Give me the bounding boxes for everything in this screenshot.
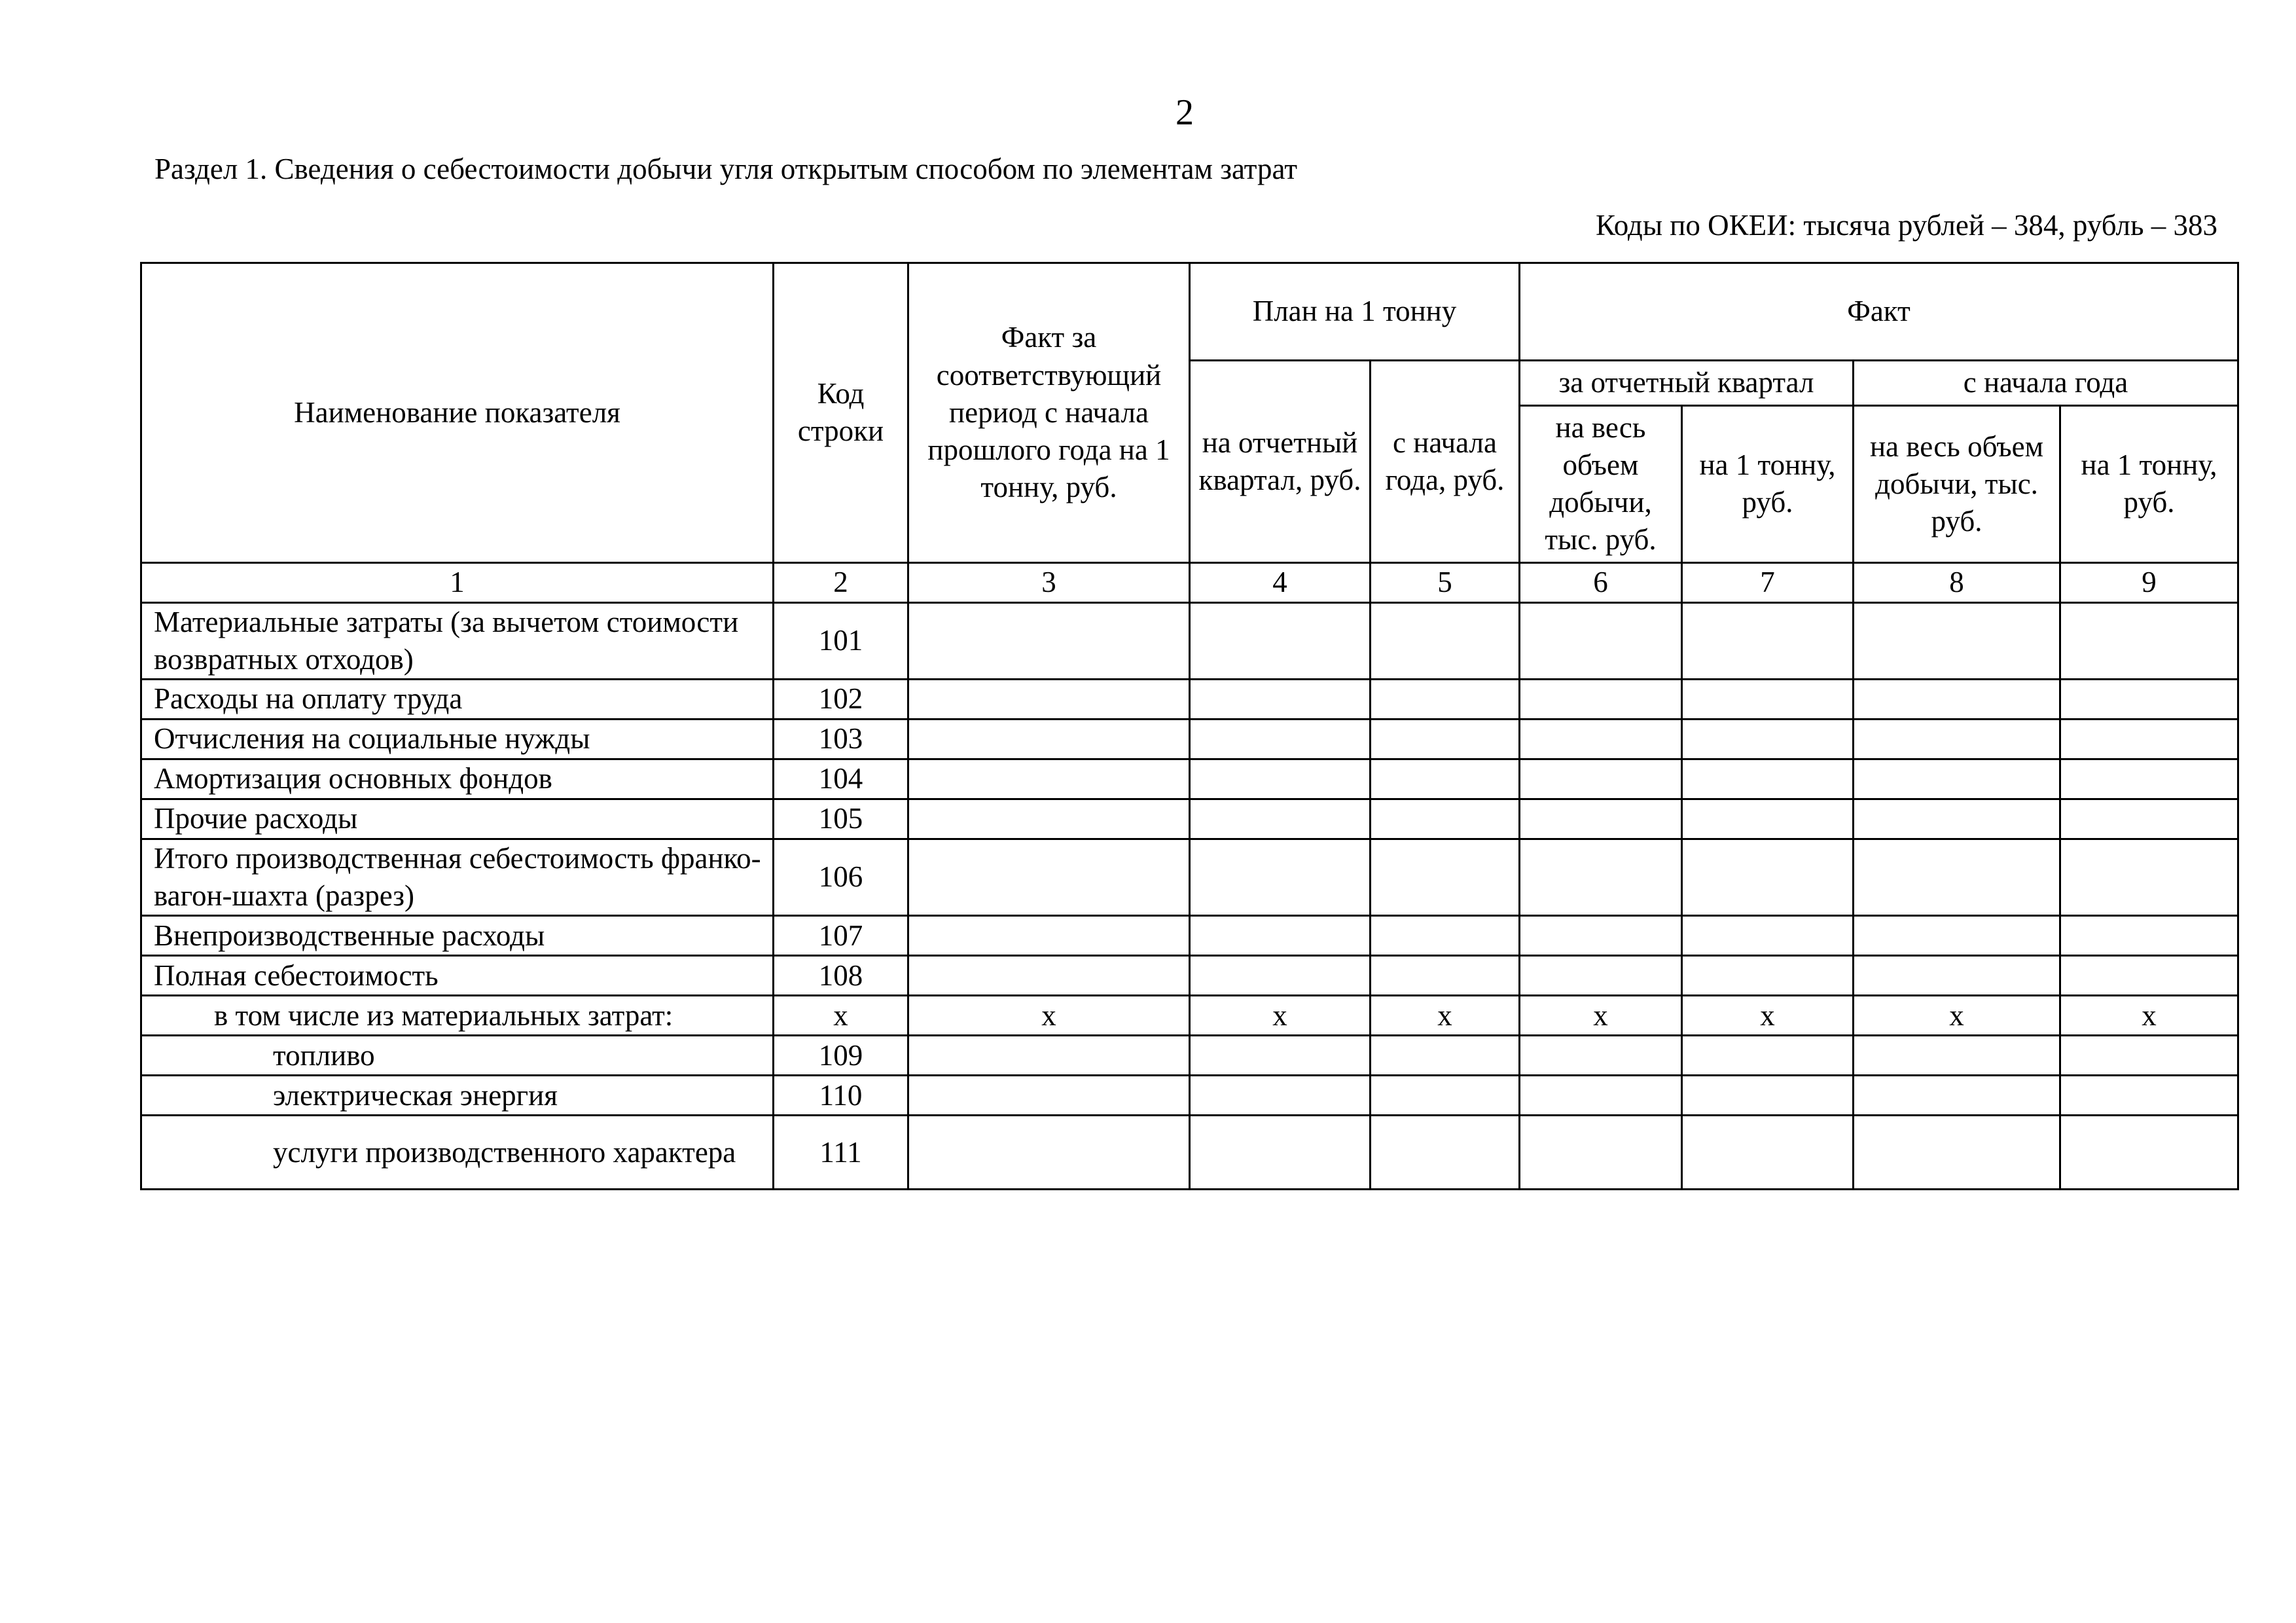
row-name: услуги производственного характера: [141, 1116, 774, 1190]
table-row: [141, 956, 2238, 996]
value-cell[interactable]: [908, 602, 1190, 679]
row-code: 111: [774, 1116, 908, 1190]
value-cell[interactable]: [908, 719, 1190, 759]
header-code: Код строки: [774, 263, 908, 563]
value-cell[interactable]: [1854, 719, 2060, 759]
value-cell[interactable]: [1190, 1036, 1371, 1076]
value-cell[interactable]: [1520, 1036, 1682, 1076]
value-cell[interactable]: [1371, 1036, 1520, 1076]
value-cell[interactable]: [1371, 956, 1520, 996]
row-code: 108: [774, 956, 908, 996]
value-cell[interactable]: [1190, 916, 1371, 956]
header-fact-prev: Факт за соответствующий период с начала прошлого года на 1 тонну, руб.: [908, 263, 1190, 563]
value-cell[interactable]: [1520, 602, 1682, 679]
row-name: в том числе из материальных затрат:: [141, 996, 774, 1036]
value-cell[interactable]: [1682, 1036, 1854, 1076]
value-cell[interactable]: [1190, 679, 1371, 719]
value-cell[interactable]: [1854, 1036, 2060, 1076]
cost-table: [140, 262, 2239, 1190]
value-cell[interactable]: [2060, 956, 2238, 996]
value-cell[interactable]: [1520, 956, 1682, 996]
header-name: Наименование показателя: [141, 263, 774, 563]
header-plan-year: с начала года, руб.: [1371, 361, 1520, 563]
value-cell[interactable]: [908, 1036, 1190, 1076]
value-cell[interactable]: [2060, 679, 2238, 719]
value-cell[interactable]: [1520, 759, 1682, 799]
value-cell[interactable]: [1371, 719, 1520, 759]
value-cell[interactable]: [1190, 1076, 1371, 1116]
table-row: [141, 996, 2238, 1036]
value-cell[interactable]: [2060, 1076, 2238, 1116]
value-cell[interactable]: [2060, 916, 2238, 956]
value-cell[interactable]: [1520, 916, 1682, 956]
row-code: 109: [774, 1036, 908, 1076]
page-number: 2: [1175, 92, 1194, 133]
row-name: Прочие расходы: [141, 799, 774, 839]
table-row: [141, 1116, 2238, 1190]
value-cell[interactable]: х: [2060, 996, 2238, 1036]
value-cell[interactable]: [1371, 916, 1520, 956]
value-cell[interactable]: [1854, 916, 2060, 956]
row-name: Полная себестоимость: [141, 956, 774, 996]
column-number: 2: [774, 562, 908, 602]
value-cell[interactable]: [1854, 1116, 2060, 1190]
value-cell[interactable]: [908, 759, 1190, 799]
value-cell[interactable]: [908, 1076, 1190, 1116]
row-name: Итого производственная себестоимость франко-вагон-шахта (разрез): [141, 839, 774, 915]
header-per-ton-quarter: на 1 тонну, руб.: [1682, 406, 1854, 563]
value-cell[interactable]: [908, 956, 1190, 996]
value-cell[interactable]: х: [1854, 996, 2060, 1036]
row-name: Отчисления на социальные нужды: [141, 719, 774, 759]
okei-codes: Коды по ОКЕИ: тысяча рублей – 384, рубль – 383: [1595, 209, 2217, 242]
header-fact: Факт: [1520, 263, 2238, 361]
table-row: [141, 1036, 2238, 1076]
value-cell[interactable]: [1854, 799, 2060, 839]
value-cell[interactable]: [1682, 799, 1854, 839]
table-row: [141, 759, 2238, 799]
table-body: [141, 602, 2238, 1190]
row-code: 104: [774, 759, 908, 799]
value-cell[interactable]: [2060, 719, 2238, 759]
row-code: 105: [774, 799, 908, 839]
value-cell[interactable]: [1371, 1076, 1520, 1116]
row-name: Расходы на оплату труда: [141, 679, 774, 719]
row-code: х: [774, 996, 908, 1036]
table-row: [141, 799, 2238, 839]
value-cell[interactable]: [2060, 799, 2238, 839]
value-cell[interactable]: [1682, 719, 1854, 759]
header-fact-year: с начала года: [1854, 361, 2238, 406]
value-cell[interactable]: х: [1682, 996, 1854, 1036]
value-cell[interactable]: [1520, 719, 1682, 759]
value-cell[interactable]: [1190, 759, 1371, 799]
header-plan: План на 1 тонну: [1190, 263, 1520, 361]
column-number-row: [141, 562, 2238, 602]
table-row: [141, 1076, 2238, 1116]
table-row: [141, 602, 2238, 679]
value-cell[interactable]: [1190, 799, 1371, 839]
table-row: [141, 839, 2238, 915]
value-cell[interactable]: [2060, 1116, 2238, 1190]
value-cell[interactable]: [908, 839, 1190, 915]
row-name: топливо: [141, 1036, 774, 1076]
value-cell[interactable]: [1520, 799, 1682, 839]
column-number: 8: [1854, 562, 2060, 602]
value-cell[interactable]: [1854, 679, 2060, 719]
value-cell[interactable]: [1682, 679, 1854, 719]
value-cell[interactable]: [1682, 759, 1854, 799]
value-cell[interactable]: [1520, 839, 1682, 915]
value-cell[interactable]: [1682, 916, 1854, 956]
column-number: 7: [1682, 562, 1854, 602]
value-cell[interactable]: [1371, 1116, 1520, 1190]
column-number: 3: [908, 562, 1190, 602]
column-number: 9: [2060, 562, 2238, 602]
value-cell[interactable]: [1371, 839, 1520, 915]
value-cell[interactable]: [1190, 956, 1371, 996]
header-total-volume-quarter: на весь объем добычи, тыс. руб.: [1520, 406, 1682, 563]
value-cell[interactable]: [1371, 799, 1520, 839]
row-name: Материальные затраты (за вычетом стоимости возвратных отходов): [141, 602, 774, 679]
value-cell[interactable]: [1682, 956, 1854, 996]
value-cell[interactable]: [1371, 679, 1520, 719]
row-name: электрическая энергия: [141, 1076, 774, 1116]
value-cell[interactable]: [1854, 759, 2060, 799]
row-code: 102: [774, 679, 908, 719]
value-cell[interactable]: [2060, 1036, 2238, 1076]
value-cell[interactable]: [2060, 839, 2238, 915]
row-name: Внепроизводственные расходы: [141, 916, 774, 956]
column-number: 4: [1190, 562, 1371, 602]
table-row: [141, 719, 2238, 759]
section-title: Раздел 1. Сведения о себестоимости добычи угля открытым способом по элементам затрат: [154, 153, 1297, 185]
value-cell[interactable]: [1854, 839, 2060, 915]
table-row: [141, 916, 2238, 956]
value-cell[interactable]: х: [1520, 996, 1682, 1036]
row-code: 106: [774, 839, 908, 915]
row-code: 101: [774, 602, 908, 679]
value-cell[interactable]: [1371, 759, 1520, 799]
value-cell[interactable]: х: [908, 996, 1190, 1036]
value-cell[interactable]: [1190, 602, 1371, 679]
value-cell[interactable]: [1190, 1116, 1371, 1190]
value-cell[interactable]: [1520, 1076, 1682, 1116]
value-cell[interactable]: [1682, 1076, 1854, 1116]
value-cell[interactable]: [908, 1116, 1190, 1190]
header-plan-quarter: на отчетный квартал, руб.: [1190, 361, 1371, 563]
value-cell[interactable]: [1854, 1076, 2060, 1116]
value-cell[interactable]: [1520, 679, 1682, 719]
column-number: 1: [141, 562, 774, 602]
row-code: 107: [774, 916, 908, 956]
value-cell[interactable]: [1682, 839, 1854, 915]
column-number: 6: [1520, 562, 1682, 602]
row-name: Амортизация основных фондов: [141, 759, 774, 799]
header-fact-quarter: за отчетный квартал: [1520, 361, 1854, 406]
value-cell[interactable]: [1682, 1116, 1854, 1190]
column-number: 5: [1371, 562, 1520, 602]
table-row: [141, 679, 2238, 719]
row-code: 110: [774, 1076, 908, 1116]
row-code: 103: [774, 719, 908, 759]
value-cell[interactable]: [1190, 719, 1371, 759]
value-cell[interactable]: [908, 916, 1190, 956]
value-cell[interactable]: [1520, 1116, 1682, 1190]
value-cell[interactable]: [1190, 839, 1371, 915]
value-cell[interactable]: [1854, 956, 2060, 996]
value-cell[interactable]: [2060, 602, 2238, 679]
header-per-ton-year: на 1 тонну, руб.: [2060, 406, 2238, 563]
value-cell[interactable]: [908, 799, 1190, 839]
value-cell[interactable]: [1682, 602, 1854, 679]
value-cell[interactable]: [1371, 602, 1520, 679]
value-cell[interactable]: [908, 679, 1190, 719]
value-cell[interactable]: [2060, 759, 2238, 799]
value-cell[interactable]: [1854, 602, 2060, 679]
value-cell[interactable]: х: [1190, 996, 1371, 1036]
value-cell[interactable]: х: [1371, 996, 1520, 1036]
header-total-volume-year: на весь объем добычи, тыс. руб.: [1854, 406, 2060, 563]
